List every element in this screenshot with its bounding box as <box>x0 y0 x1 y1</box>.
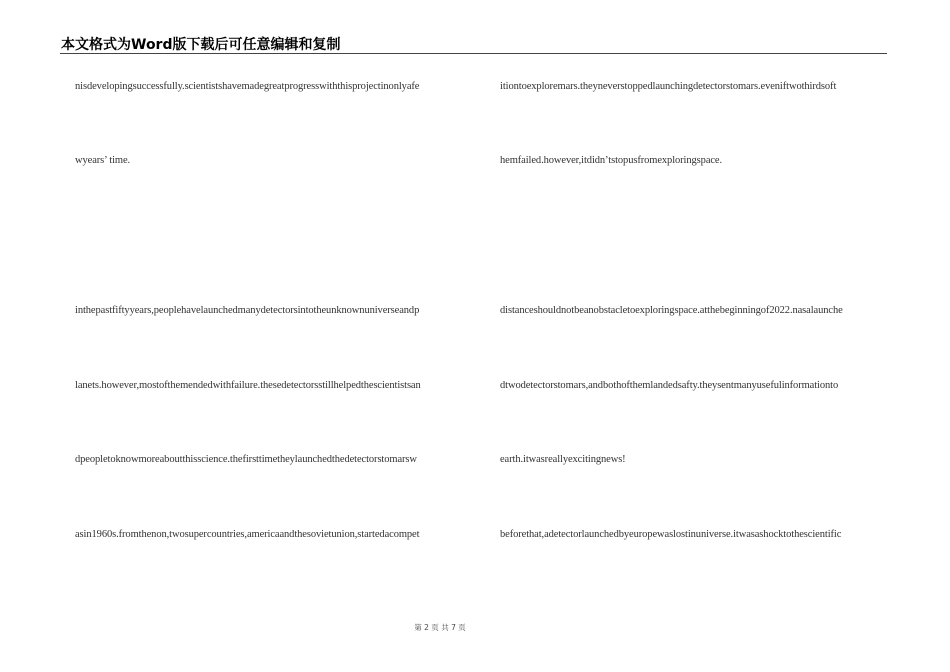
left-column-line: asin1960s.fromthenon,twosupercountries,americaandthesovietunion,startedacompet <box>75 529 420 540</box>
right-column-line: distanceshouldnotbeanobstacletoexploringspace.atthebeginningof2022.nasalaunche <box>500 305 843 316</box>
right-column-line: hemfailed.however,itdidn’tstopusfromexploringspace. <box>500 155 723 166</box>
page-number-footer: 第 2 页 共 7 页 <box>414 623 466 632</box>
document-header-title: 本文格式为Word版下载后可任意编辑和复制 <box>61 37 341 53</box>
right-column-line: earth.itwasreallyexcitingnews! <box>500 454 626 465</box>
left-column-line: wyears’ time. <box>75 155 131 166</box>
left-column-line: inthepastfiftyyears,peoplehavelaunchedmanydetectorsintotheunknownuniverseandp <box>75 305 420 316</box>
header-divider <box>60 53 887 54</box>
left-column-line: lanets.however,mostofthemendedwithfailure.thesedetectorsstillhelpedthescientistsan <box>75 380 421 391</box>
left-column-line: dpeopletoknowmoreaboutthisscience.thefirsttimetheylaunchedthedetectorstomarsw <box>75 454 417 465</box>
right-column-line: beforethat,adetectorlaunchedbyeuropewaslostinuniverse.itwasashocktothescientific <box>500 529 842 540</box>
right-column-line: dtwodetectorstomars,andbothofthemlandedsafty.theysentmanyusefulinformationto <box>500 380 839 391</box>
left-column-line: nisdevelopingsuccessfully.scientistshavemadegreatprogresswiththisprojectinonlyafe <box>75 81 420 92</box>
right-column-line: itiontoexploremars.theyneverstoppedlaunchingdetectorstomars.eveniftwothirdsoft <box>500 81 837 92</box>
